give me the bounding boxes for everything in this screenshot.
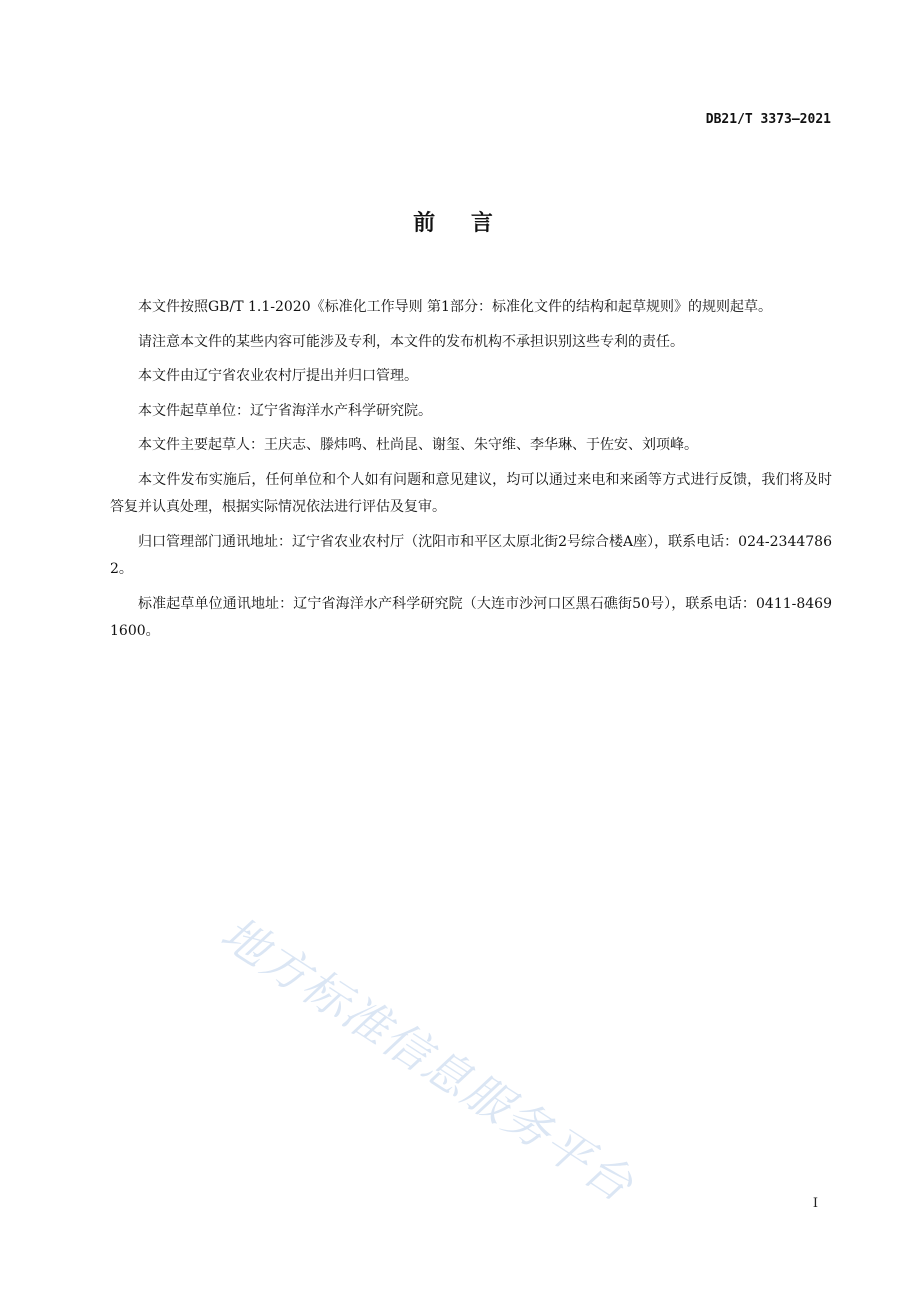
document-body	[110, 294, 832, 653]
paragraph-proposer: 本文件由辽宁省农业农村厅提出并归口管理。	[138, 368, 418, 384]
watermark: 地方标准信息服务平台	[211, 905, 644, 1213]
paragraph-drafting-rules: 本文件按照GB/T 1.1-2020《标准化工作导则 第1部分：标准化文件的结构和起草规则》的规则起草。	[138, 299, 772, 315]
paragraph-drafters: 本文件主要起草人：王庆志、滕炜鸣、杜尚昆、谢玺、朱守维、李华琳、于佐安、刘项峰。	[138, 437, 698, 453]
paragraph-authority-address: 归口管理部门通讯地址：辽宁省农业农村厅（沈阳市和平区太原北街2号综合楼A座），联系电话：024-23447862。	[110, 533, 832, 577]
paragraph-drafter-address: 标准起草单位通讯地址：辽宁省海洋水产科学研究院（大连市沙河口区黑石礁街50号），联系电话：0411-84691600。	[110, 595, 832, 639]
page-title: 前 言	[413, 211, 507, 236]
paragraph-drafting-unit: 本文件起草单位：辽宁省海洋水产科学研究院。	[138, 402, 432, 419]
paragraph-feedback: 本文件发布实施后，任何单位和个人如有问题和意见建议，均可以通过来电和来函等方式进行反馈，我们将及时答复并认真处理，根据实际情况依法进行评估及复审。	[110, 471, 832, 515]
page-number: I	[812, 1196, 818, 1211]
document-code: DB21/T 3373—2021	[705, 112, 831, 127]
paragraph-patent-notice: 请注意本文件的某些内容可能涉及专利，本文件的发布机构不承担识别这些专利的责任。	[138, 333, 684, 350]
